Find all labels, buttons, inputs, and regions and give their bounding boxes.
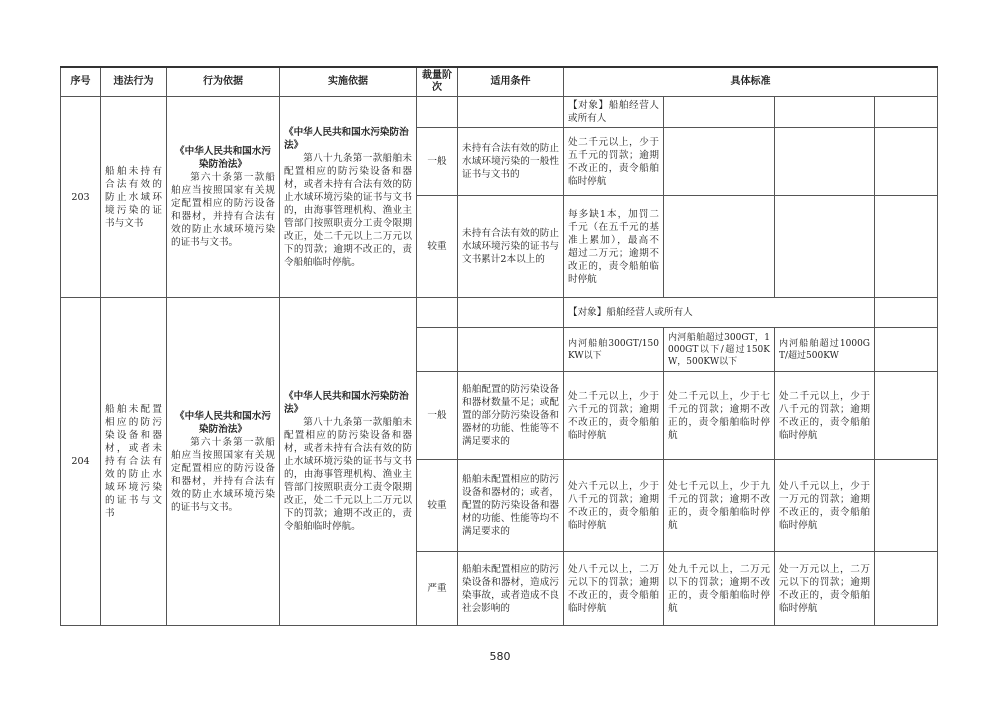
level-label: 较重	[417, 196, 458, 298]
condition-text: 船舶未配置相应的防污染设备和器材，造成污染事故，或者造成不良社会影响的	[458, 552, 564, 626]
standard-text-small: 处六千元以上，少于八千元的罚款；逾期不改正的，责令船舶临时停航	[564, 460, 664, 552]
target-party-203: 【对象】船舶经营人或所有人	[564, 97, 664, 128]
target-party-204: 【对象】船舶经营人或所有人	[564, 298, 875, 328]
standard-text-large: 处一万元以上，二万元以下的罚款；逾期不改正的，责令船舶临时停航	[775, 552, 875, 626]
empty-cell	[458, 97, 564, 128]
law-article-text: 第六十条第一款船舶应当按照国家有关规定配置相应的防污设备和器材，并持有合法有效的防止水域环境污染的证书与文书。	[171, 172, 275, 248]
violation-203: 船舶未持有合法有效的防止水域环境污染的证书与文书	[101, 97, 167, 298]
header-no: 序号	[61, 67, 101, 97]
level-label: 一般	[417, 128, 458, 196]
row-number-203: 203	[61, 97, 101, 298]
empty-cell	[458, 298, 564, 328]
empty-cell	[664, 196, 775, 298]
level-label: 较重	[417, 460, 458, 552]
empty-cell	[775, 128, 875, 196]
ship-class-large: 内河船舶超过1000GT/超过500KW	[775, 328, 875, 372]
penalty-standards-table	[60, 66, 938, 626]
law-article-text: 第八十九条第一款船舶未配置相应的防污染设备和器材，或者未持有合法有效的防止水域环境污染的证书与文书的，由海事管理机构、渔业主管部门按照职责分工责令限期改正，处二千元以上二万元以下的罚款；逾期不改正的，责令船舶临时停航。	[284, 152, 412, 268]
empty-cell	[775, 196, 875, 298]
level-label: 严重	[417, 552, 458, 626]
header-violation: 违法行为	[101, 67, 167, 97]
standard-text-medium: 处七千元以上，少于九千元的罚款；逾期不改正的，责令船舶临时停航	[664, 460, 775, 552]
standard-text-large: 处八千元以上，少于一万元的罚款；逾期不改正的，责令船舶临时停航	[775, 460, 875, 552]
document-page	[60, 66, 937, 626]
condition-text: 船舶配置的防污染设备和器材数量不足；或配置的部分防污染设备和器材的功能、性能等不满足要求的	[458, 372, 564, 460]
header-specific-standards: 具体标准	[564, 67, 938, 97]
law-title: 《中华人民共和国水污染防治法》	[175, 146, 271, 170]
page-number: 580	[489, 650, 511, 663]
empty-cell	[875, 460, 938, 552]
empty-cell	[417, 97, 458, 128]
law-article-text: 第六十条第一款船舶应当按照国家有关规定配置相应的防污设备和器材，并持有合法有效的防止水域环境污染的证书与文书。	[171, 436, 275, 513]
empty-cell	[775, 97, 875, 128]
level-label: 一般	[417, 372, 458, 460]
header-conditions: 适用条件	[458, 67, 564, 97]
standard-text-small: 处八千元以上，二万元以下的罚款；逾期不改正的，责令船舶临时停航	[564, 552, 664, 626]
empty-cell	[875, 128, 938, 196]
behavior-basis-204	[167, 298, 280, 626]
row-number-204: 204	[61, 298, 101, 626]
condition-text: 未持有合法有效的防止水域环境污染的一般性证书与文书的	[458, 128, 564, 196]
condition-text: 船舶未配置相应的防污设备和器材的；或者，配置的防污染设备和器材的功能、性能等均不满足要求的	[458, 460, 564, 552]
standard-text: 每多缺1本，加罚二千元（在五千元的基准上累加），最高不超过二万元；逾期不改正的，责令船舶临时停航	[564, 196, 664, 298]
empty-cell	[664, 128, 775, 196]
law-article-text: 第八十九条第一款船舶未配置相应的防污染设备和器材，或者未持有合法有效的防止水域环境污染的证书与文书的，由海事管理机构、渔业主管部门按照职责分工责令限期改正，处二千元以上二万元以下的罚款；逾期不改正的，责令船舶临时停航。	[284, 417, 412, 532]
violation-204: 船舶未配置相应的防污染设备和器材，或者未持有合法有效的防止水域环境污染的证书与文书	[101, 298, 167, 626]
header-behavior-basis: 行为依据	[167, 67, 280, 97]
law-title: 《中华人民共和国水污染防治法》	[284, 391, 409, 415]
empty-cell	[875, 97, 938, 128]
empty-cell	[875, 372, 938, 460]
table-header-row	[61, 67, 938, 97]
condition-text: 未持有合法有效的防止水域环境污染的证书与文书累计2本以上的	[458, 196, 564, 298]
standard-text-small: 处二千元以上，少于六千元的罚款；逾期不改正的，责令船舶临时停航	[564, 372, 664, 460]
header-implementation-basis: 实施依据	[280, 67, 417, 97]
ship-class-small: 内河船舶300GT/150KW以下	[564, 328, 664, 372]
empty-cell	[875, 196, 938, 298]
behavior-basis-203	[167, 97, 280, 298]
implementation-basis-203	[280, 97, 417, 298]
implementation-basis-204	[280, 298, 417, 626]
ship-class-medium: 内河船舶超过300GT，1000GT以下/超过150KW，500KW以下	[664, 328, 775, 372]
empty-cell	[875, 552, 938, 626]
law-title: 《中华人民共和国水污染防治法》	[284, 126, 409, 151]
empty-cell	[875, 328, 938, 372]
table-row-203-target	[61, 97, 938, 128]
standard-text-medium: 处九千元以上，二万元以下的罚款；逾期不改正的，责令船舶临时停航	[664, 552, 775, 626]
law-title: 《中华人民共和国水污染防治法》	[175, 410, 271, 435]
empty-cell	[458, 328, 564, 372]
empty-cell	[664, 97, 775, 128]
empty-cell	[417, 298, 458, 328]
empty-cell	[875, 298, 938, 328]
standard-text-medium: 处二千元以上，少于七千元的罚款；逾期不改正的，责令船舶临时停航	[664, 372, 775, 460]
table-row-204-target	[61, 298, 938, 328]
standard-text-large: 处二千元以上，少于八千元的罚款；逾期不改正的，责令船舶临时停航	[775, 372, 875, 460]
empty-cell	[417, 328, 458, 372]
standard-text: 处二千元以上，少于五千元的罚款；逾期不改正的，责令船舶临时停航	[564, 128, 664, 196]
header-discretion-level: 裁量阶次	[417, 67, 458, 97]
